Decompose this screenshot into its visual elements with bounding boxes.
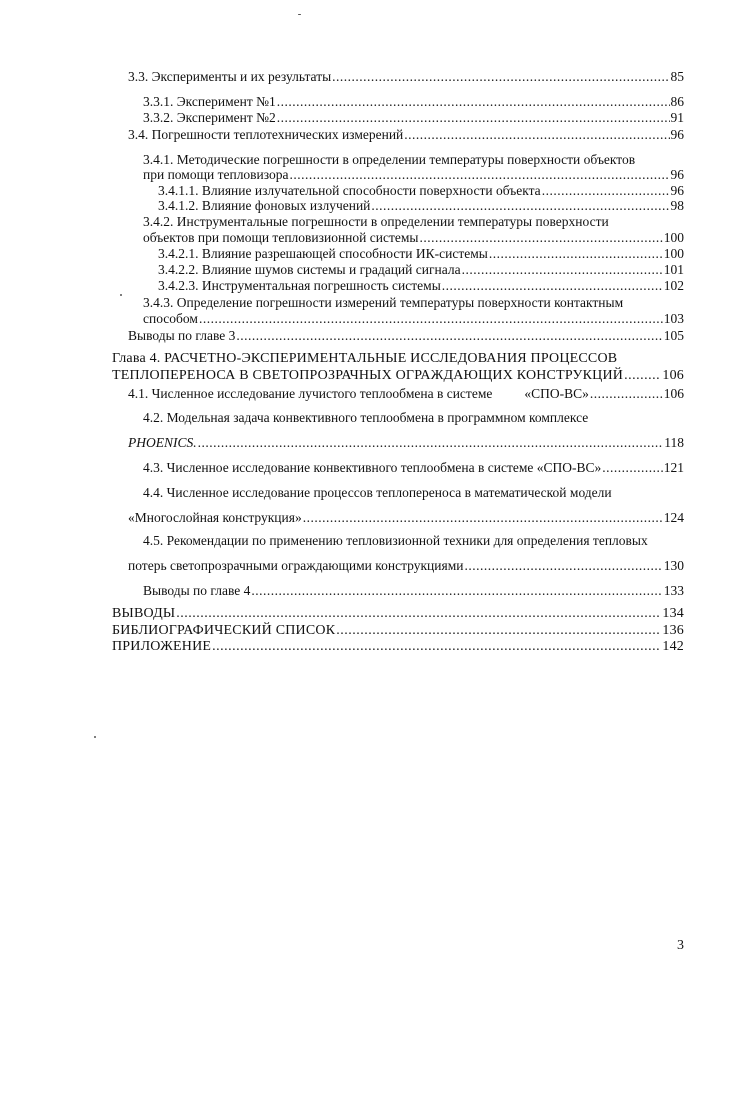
toc-entry-3-4-1[interactable]: при помощи тепловизора ..... 96 [143,167,684,183]
toc-entry-3-4-2-line1: 3.4.2. Инструментальные погрешности в определении температуры поверхности [143,214,609,229]
scan-speck [94,736,96,738]
toc-entry-3-4-1-1[interactable]: 3.4.1.1. Влияние излучательной способности поверхности объекта ..... 96 [158,183,684,199]
toc-entry-3-4-2-3[interactable]: 3.4.2.3. Инструментальная погрешность системы ..... 102 [158,278,684,294]
toc-entry-3-4-3[interactable]: способом ..... 103 [143,311,684,327]
leader-dots [198,435,664,451]
toc-entry-4-4-line1: 4.4. Численное исследование процессов теплопереноса в математической модели [143,485,612,500]
toc-entry-3-3-2[interactable]: 3.3.2. Эксперимент №2 ..... 91 [143,110,684,126]
toc-chapter4-line1: Глава 4. РАСЧЕТНО-ЭКСПЕРИМЕНТАЛЬНЫЕ ИССЛЕДОВАНИЯ ПРОЦЕССОВ [112,351,618,366]
leader-dots [602,460,662,476]
leader-dots [336,623,661,639]
toc-entry-4-5-line1: 4.5. Рекомендации по применению тепловизионной техники для определения тепловых [143,533,648,548]
leader-dots [442,278,663,294]
toc-entry-3-4-1-2[interactable]: 3.4.1.2. Влияние фоновых излучений ..... 98 [158,198,684,214]
toc-entry-3-3-1[interactable]: 3.3.1. Эксперимент №1 ..... 86 [143,94,684,110]
leader-dots [464,558,662,574]
toc-entry-chapter4[interactable]: ТЕПЛОПЕРЕНОСА В СВЕТОПРОЗРАЧНЫХ ОГРАЖДАЮЩИХ КОНСТРУКЦИЙ ..... 106 [112,368,684,384]
toc-entry-3-4-2-2[interactable]: 3.4.2.2. Влияние шумов системы и градаций сигнала ..... 101 [158,262,684,278]
toc-entry-chapter3-conclusions[interactable]: Выводы по главе 3 ..... 105 [128,328,684,344]
leader-dots [371,198,669,214]
page-number: 3 [677,938,684,953]
leader-dots [332,69,669,85]
toc-entry-4-5[interactable]: потерь светопрозрачными ограждающими конструкциями ..... 130 [128,558,684,574]
toc-entry-3-3[interactable]: 3.3. Эксперименты и их результаты ..... 85 [128,69,684,85]
toc-entry-appendix[interactable]: ПРИЛОЖЕНИЕ ..... 142 [112,639,684,655]
toc-entry-bibliography[interactable]: БИБЛИОГРАФИЧЕСКИЙ СПИСОК ..... 136 [112,623,684,639]
leader-dots [290,167,670,183]
scan-speck [298,14,301,15]
leader-dots [199,311,663,327]
toc-entry-4-3[interactable]: 4.3. Численное исследование конвективного теплообмена в системе «СПО-ВС» ..... 121 [143,460,684,476]
leader-dots [251,583,662,599]
toc-entry-4-2[interactable]: PHOENICS. ..... 118 [128,435,684,451]
toc-entry-3-4-1-line1: 3.4.1. Методические погрешности в определении температуры поверхности объектов [143,152,636,167]
leader-dots [462,262,663,278]
leader-dots [236,328,662,344]
leader-dots [590,386,663,402]
toc-entry-4-4[interactable]: «Многослойная конструкция» ..... 124 [128,510,684,526]
leader-dots [212,639,661,655]
toc-entry-chapter4-conclusions[interactable]: Выводы по главе 4 ..... 133 [143,583,684,599]
leader-dots [176,606,661,622]
scan-speck [120,294,122,296]
toc-entry-conclusions[interactable]: ВЫВОДЫ ..... 134 [112,606,684,622]
toc-entry-4-1[interactable]: 4.1. Численное исследование лучистого теплообмена в системе «СПО-ВС» ..... 106 [128,386,684,402]
leader-dots [404,127,669,143]
leader-dots [419,230,662,246]
leader-dots [624,368,661,384]
leader-dots [542,183,670,199]
leader-dots [277,94,670,110]
leader-dots [277,110,670,126]
toc-entry-3-4-3-line1: 3.4.3. Определение погрешности измерений температуры поверхности контактным [143,295,624,310]
toc-entry-3-4[interactable]: 3.4. Погрешности теплотехнических измерений ..... 96 [128,127,684,143]
toc-entry-3-4-2[interactable]: объектов при помощи тепловизионной системы ..... 100 [143,230,684,246]
leader-dots [303,510,663,526]
leader-dots [489,246,663,262]
toc-entry-3-4-2-1[interactable]: 3.4.2.1. Влияние разрешающей способности ИК-системы ..... 100 [158,246,684,262]
toc-entry-4-2-line1: 4.2. Модельная задача конвективного теплообмена в программном комплексе [143,410,589,425]
